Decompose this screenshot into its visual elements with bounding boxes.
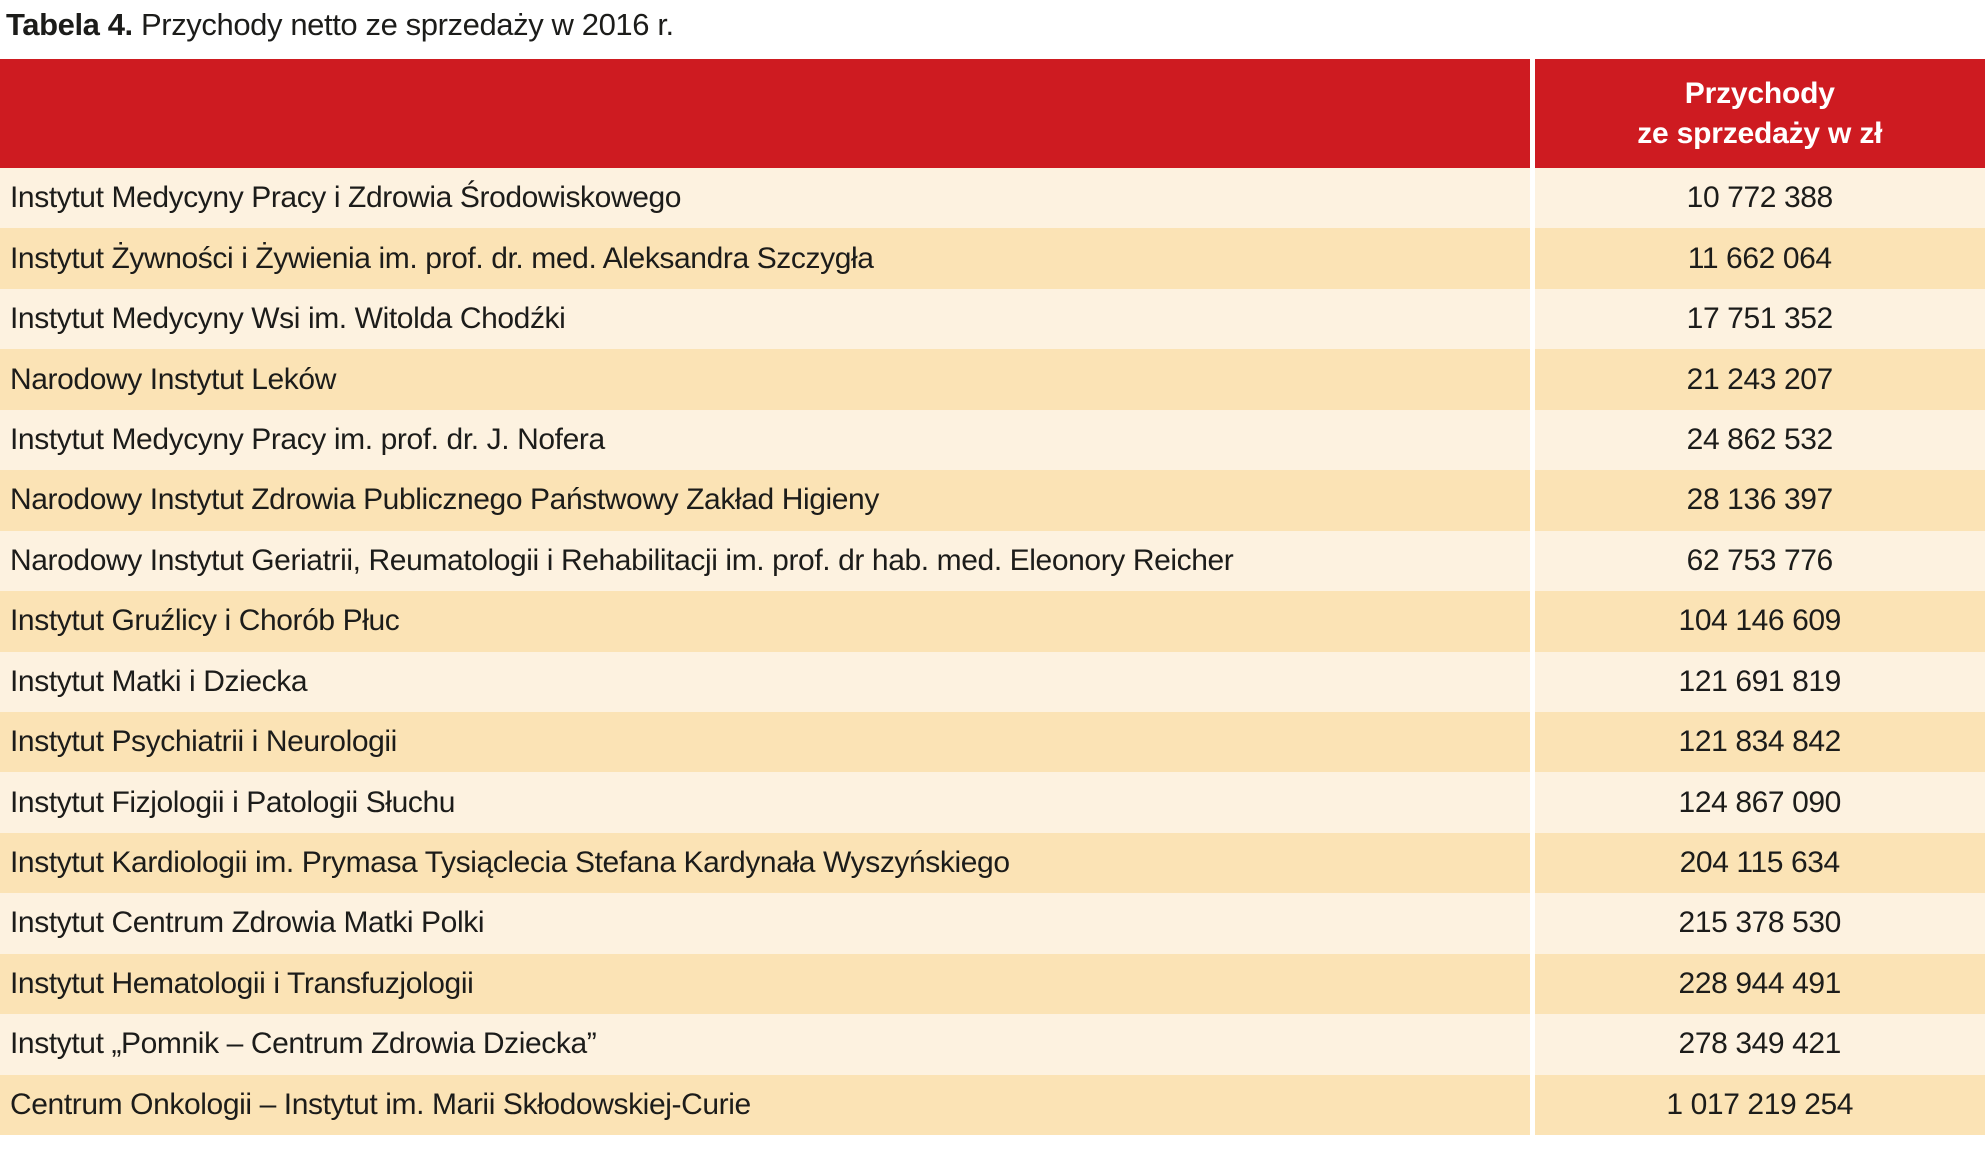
table-row: [0, 712, 1985, 772]
revenue-value-cell: 17 751 352: [1532, 289, 1985, 349]
institution-name-cell: Instytut Żywności i Żywienia im. prof. dr. med. Aleksandra Szczygła: [0, 228, 1532, 288]
institution-name-cell: Instytut Fizjologii i Patologii Słuchu: [0, 772, 1532, 832]
table-row: [0, 1014, 1985, 1074]
revenue-value-cell: 24 862 532: [1532, 410, 1985, 470]
table-row: [0, 652, 1985, 712]
revenue-value-cell: 278 349 421: [1532, 1014, 1985, 1074]
institution-name-cell: Narodowy Instytut Geriatrii, Reumatologii i Rehabilitacji im. prof. dr hab. med. Eleonory Reicher: [0, 531, 1532, 591]
revenue-table: [0, 59, 1985, 1135]
institution-name-cell: Instytut Centrum Zdrowia Matki Polki: [0, 893, 1532, 953]
table-row: [0, 954, 1985, 1014]
institution-name-cell: Instytut Psychiatrii i Neurologii: [0, 712, 1532, 772]
revenue-value-cell: 21 243 207: [1532, 349, 1985, 409]
revenue-value-cell: 204 115 634: [1532, 833, 1985, 893]
table-header-row: [0, 59, 1985, 168]
table-row: [0, 289, 1985, 349]
institution-name-cell: Centrum Onkologii – Instytut im. Marii Skłodowskiej-Curie: [0, 1075, 1532, 1135]
institution-name-cell: Instytut Medycyny Wsi im. Witolda Chodźki: [0, 289, 1532, 349]
institution-name-cell: Instytut Kardiologii im. Prymasa Tysiąclecia Stefana Kardynała Wyszyńskiego: [0, 833, 1532, 893]
revenue-value-cell: 10 772 388: [1532, 168, 1985, 228]
institution-name-cell: Instytut Matki i Dziecka: [0, 652, 1532, 712]
revenue-value-cell: 124 867 090: [1532, 772, 1985, 832]
revenue-value-cell: 1 017 219 254: [1532, 1075, 1985, 1135]
table-row: [0, 228, 1985, 288]
table-row: [0, 349, 1985, 409]
institution-name-cell: Instytut Gruźlicy i Chorób Płuc: [0, 591, 1532, 651]
institution-name-cell: Narodowy Instytut Leków: [0, 349, 1532, 409]
table-row: [0, 772, 1985, 832]
revenue-value-cell: 104 146 609: [1532, 591, 1985, 651]
table-row: [0, 833, 1985, 893]
table-caption: [6, 4, 674, 46]
revenue-value-cell: 121 834 842: [1532, 712, 1985, 772]
institution-name-cell: Instytut „Pomnik – Centrum Zdrowia Dziecka”: [0, 1014, 1532, 1074]
institution-name-cell: Instytut Hematologii i Transfuzjologii: [0, 954, 1532, 1014]
table-row: [0, 893, 1985, 953]
table-row: [0, 531, 1985, 591]
revenue-column-header-line1: Przychody: [1684, 76, 1835, 110]
revenue-value-cell: 28 136 397: [1532, 470, 1985, 530]
revenue-column-header: [1532, 59, 1985, 168]
table-row: [0, 591, 1985, 651]
table-row: [0, 1075, 1985, 1135]
revenue-value-cell: 121 691 819: [1532, 652, 1985, 712]
revenue-value-cell: 215 378 530: [1532, 893, 1985, 953]
revenue-value-cell: 11 662 064: [1532, 228, 1985, 288]
revenue-value-cell: 62 753 776: [1532, 531, 1985, 591]
table-row: [0, 168, 1985, 228]
table-row: [0, 470, 1985, 530]
revenue-column-header-line2: ze sprzedaży w zł: [1637, 116, 1883, 150]
institution-name-cell: Instytut Medycyny Pracy i Zdrowia Środowiskowego: [0, 168, 1532, 228]
table-caption-text: Przychody netto ze sprzedaży w 2016 r.: [132, 7, 674, 42]
institution-name-cell: Instytut Medycyny Pracy im. prof. dr. J. Nofera: [0, 410, 1532, 470]
institution-column-header: [0, 59, 1532, 168]
table-row: [0, 410, 1985, 470]
revenue-value-cell: 228 944 491: [1532, 954, 1985, 1014]
table-caption-number: Tabela 4.: [6, 7, 133, 42]
institution-name-cell: Narodowy Instytut Zdrowia Publicznego Państwowy Zakład Higieny: [0, 470, 1532, 530]
